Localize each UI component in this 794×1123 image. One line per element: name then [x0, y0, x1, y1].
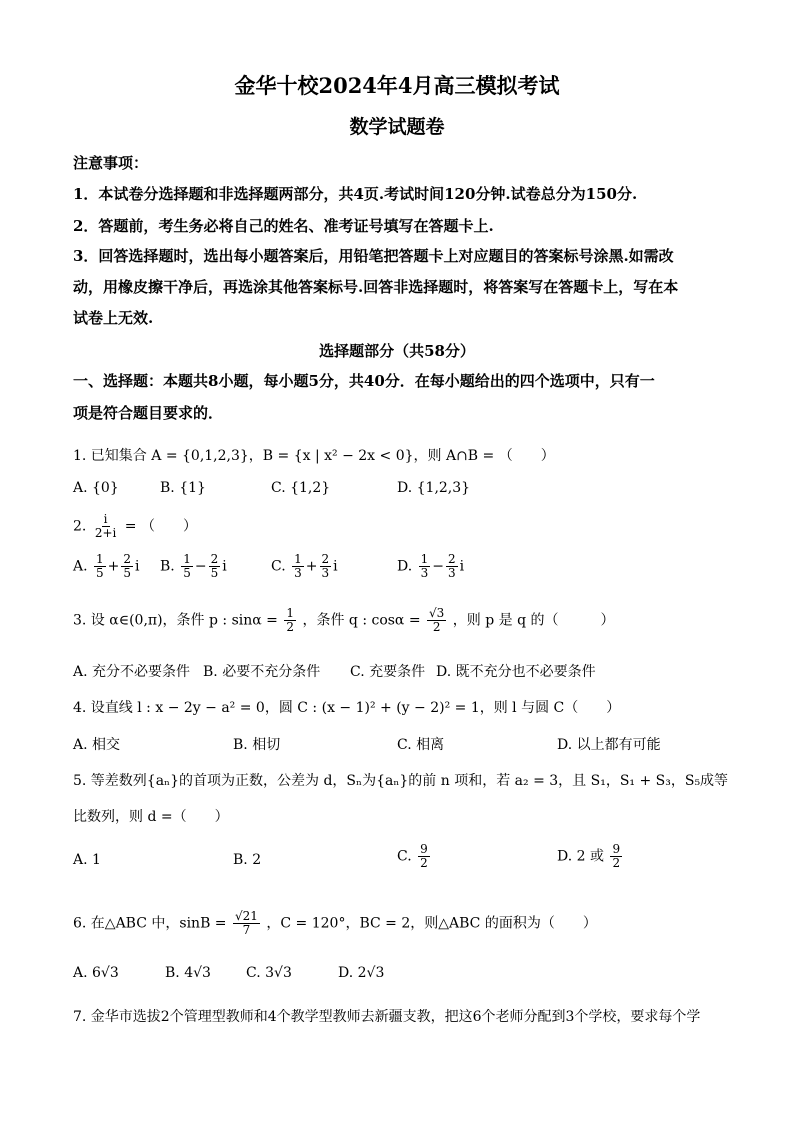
question-6-stem — [73, 910, 597, 937]
fraction — [209, 553, 221, 580]
question-2-numerator: i — [103, 512, 108, 526]
option-label: D. — [397, 558, 413, 575]
denominator: 3 — [294, 566, 302, 581]
imaginary-unit: i — [333, 558, 338, 575]
sign: + — [305, 558, 318, 575]
question-2-option-c — [271, 553, 338, 580]
option-label: D. 2 或 — [557, 848, 604, 865]
question-3-part-3: ，则 p 是 q 的（ ） — [452, 612, 615, 629]
numerator: 1 — [294, 552, 302, 566]
denominator: 3 — [448, 566, 456, 581]
denominator: 5 — [123, 566, 132, 581]
numerator: √3 — [429, 606, 445, 620]
notice-heading: 注意事项： — [73, 154, 149, 172]
numerator: 2 — [321, 552, 330, 566]
question-2-denominator: 2+i — [94, 526, 117, 541]
section-intro-cont: 项是符合题目要求的． — [73, 404, 224, 422]
question-5-option-b: B. 2 — [233, 852, 262, 868]
question-6-option-b: B. 4√3 — [165, 965, 211, 981]
question-2-option-a — [73, 553, 140, 580]
question-2-stem — [73, 513, 197, 540]
question-6-option-d: D. 2√3 — [338, 965, 385, 981]
fraction — [284, 607, 296, 634]
fraction — [427, 607, 446, 634]
sign: − — [194, 558, 207, 575]
option-label: A. — [73, 558, 88, 575]
question-4-option-d: D. 以上都有可能 — [557, 737, 661, 753]
question-3-part-2: ，条件 q : cosα = — [302, 612, 421, 629]
question-5-option-d — [557, 843, 624, 870]
denominator: 3 — [321, 566, 330, 581]
denominator: 5 — [96, 566, 104, 581]
question-1-option-d: D. {1,2,3} — [397, 480, 471, 496]
imaginary-unit: i — [135, 558, 140, 575]
question-4-option-b: B. 相切 — [233, 737, 281, 753]
question-1-option-c: C. {1,2} — [271, 480, 331, 496]
section-title: 选择题部分（共58分） — [319, 342, 475, 360]
question-6-part-1: 6. 在△ABC 中，sinB = — [73, 915, 227, 932]
imaginary-unit: i — [222, 558, 227, 575]
numerator: 1 — [286, 606, 294, 620]
fraction — [419, 553, 431, 580]
question-4-stem: 4. 设直线 l : x − 2y − a² = 0，圆 C : (x − 1)² + (y − 2)² = 1，则 l 与圆 C（ ） — [73, 700, 621, 716]
denominator: 5 — [183, 566, 191, 581]
notice-item-3: 3．回答选择题时，选出每小题答案后，用铅笔把答题卡上对应题目的答案标号涂黑.如需改 — [73, 247, 674, 265]
page-title: 金华十校2024年4月高三模拟考试 — [234, 73, 560, 98]
denominator: 2 — [420, 856, 428, 871]
denominator: 3 — [420, 566, 429, 581]
fraction — [94, 553, 106, 580]
question-3-option-b: B. 必要不充分条件 — [203, 664, 321, 680]
question-4-option-c: C. 相离 — [397, 737, 445, 753]
question-5-option-a: A. 1 — [73, 852, 101, 868]
notice-item-3-end: 试卷上无效. — [73, 309, 154, 327]
question-3-stem — [73, 607, 615, 634]
denominator: 2 — [612, 856, 621, 871]
fraction — [181, 553, 193, 580]
notice-item-3-cont: 动，用橡皮擦干净后，再选涂其他答案标号.回答非选择题时，将答案写在答题卡上，写在本 — [73, 278, 679, 296]
question-3-option-c: C. 充要条件 — [350, 664, 426, 680]
question-1-option-a: A. {0} — [73, 480, 119, 496]
question-2-option-b — [160, 553, 227, 580]
question-3-part-1: 3. 设 α∈(0,π)，条件 p : sinα = — [73, 612, 278, 629]
numerator: 1 — [420, 552, 429, 566]
sign: − — [432, 558, 445, 575]
question-1-option-b: B. {1} — [160, 480, 206, 496]
fraction — [233, 910, 260, 937]
numerator: 1 — [183, 552, 191, 566]
fraction — [320, 553, 332, 580]
question-1-stem: 1. 已知集合 A = {0,1,2,3}，B = {x | x² − 2x < 0}，则 A∩B = （ ） — [73, 448, 555, 464]
fraction — [610, 843, 622, 870]
question-2-number: 2. — [73, 518, 87, 535]
question-2-fraction — [93, 513, 119, 540]
denominator: 7 — [242, 923, 251, 938]
denominator: 2 — [286, 620, 294, 635]
sign: + — [107, 558, 120, 575]
numerator: 2 — [448, 552, 456, 566]
numerator: 9 — [420, 842, 428, 856]
numerator: 9 — [612, 842, 621, 856]
question-2-suffix: = （ ） — [124, 518, 197, 535]
notice-item-2: 2．答题前，考生务必将自己的姓名、准考证号填写在答题卡上. — [73, 217, 494, 235]
fraction — [446, 553, 458, 580]
denominator: 2 — [432, 620, 441, 635]
question-3-option-a: A. 充分不必要条件 — [73, 664, 191, 680]
option-label: C. — [397, 848, 412, 865]
fraction — [121, 553, 133, 580]
notice-item-1: 1．本试卷分选择题和非选择题两部分，共4页.考试时间120分钟.试卷总分为150分. — [73, 185, 638, 203]
numerator: 2 — [210, 552, 219, 566]
question-6-option-c: C. 3√3 — [246, 965, 292, 981]
question-4-option-a: A. 相交 — [73, 737, 121, 753]
question-5-stem-cont: 比数列，则 d =（ ） — [73, 809, 229, 825]
question-2-option-d — [397, 553, 464, 580]
question-3-option-d: D. 既不充分也不必要条件 — [436, 664, 596, 680]
option-label: B. — [160, 558, 175, 575]
question-7-stem: 7. 金华市选拔2个管理型教师和4个教学型教师去新疆支教，把这6个老师分配到3个学校，要求每个学 — [73, 1009, 701, 1025]
imaginary-unit: i — [459, 558, 465, 575]
question-6-option-a: A. 6√3 — [73, 965, 119, 981]
numerator: 1 — [96, 552, 104, 566]
denominator: 5 — [210, 566, 219, 581]
question-6-part-2: ，C = 120°，BC = 2，则△ABC 的面积为（ ） — [266, 915, 597, 932]
numerator: √21 — [235, 909, 258, 923]
page-subtitle: 数学试题卷 — [349, 116, 445, 138]
fraction — [418, 843, 430, 870]
question-5-option-c — [397, 843, 432, 870]
numerator: 2 — [123, 552, 132, 566]
question-5-stem: 5. 等差数列{aₙ}的首项为正数，公差为 d，Sₙ为{aₙ}的前 n 项和，若 a₂ = 3，且 S₁，S₁ + S₃，S₅成等 — [73, 773, 729, 789]
option-label: C. — [271, 558, 286, 575]
section-intro: 一、选择题：本题共8小题，每小题5分，共40分．在每小题给出的四个选项中，只有一 — [73, 372, 655, 390]
fraction — [292, 553, 304, 580]
